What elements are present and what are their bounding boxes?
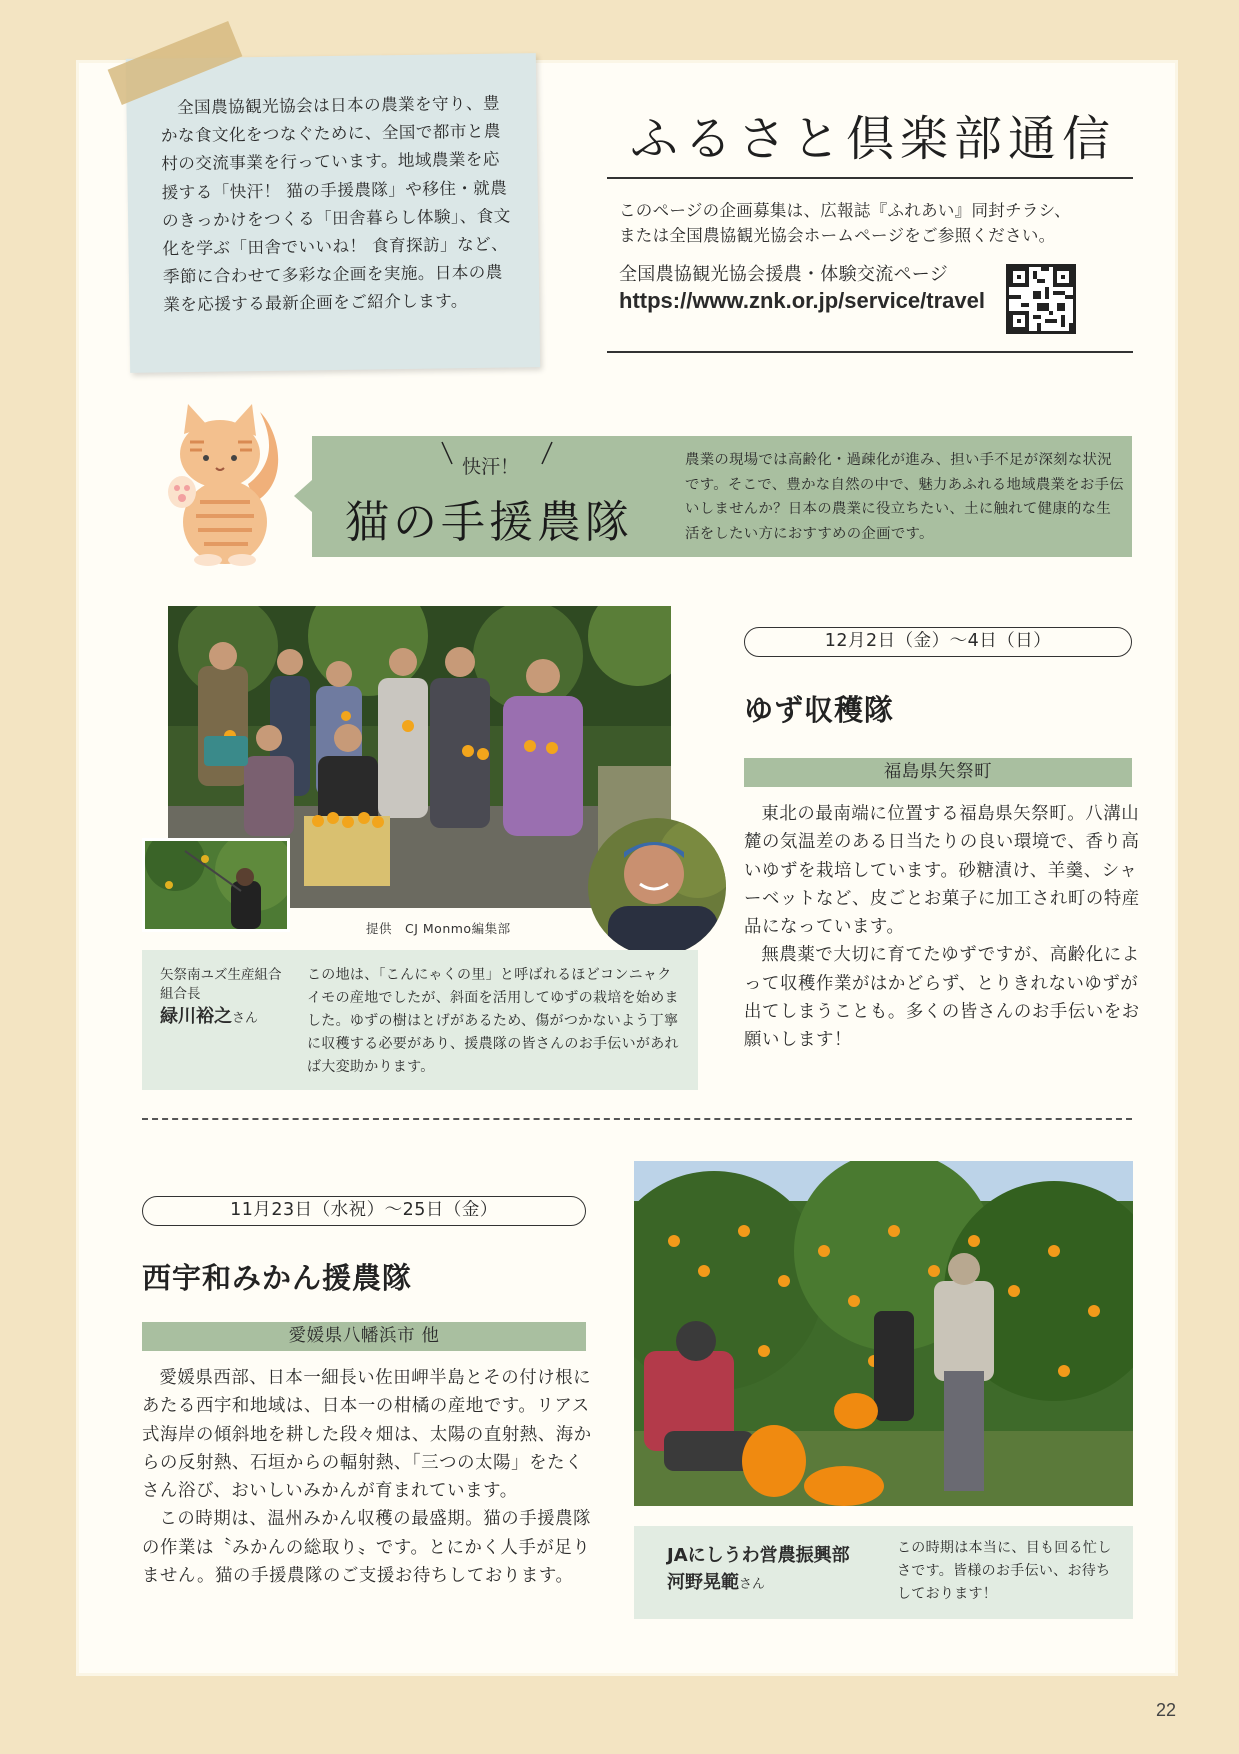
section-divider (142, 1118, 1132, 1120)
event-description (142, 1364, 598, 1590)
yuzu-harvest-inset-photo (142, 838, 290, 932)
event-paragraph-1: 東北の最南端に位置する福島県矢祭町。八溝山麓の気温差のある日当たりの良い環境で、香り高いゆずを栽培しています。砂糖漬け、羊羹、シャーベットなど、皮ごとお菓子に加工され町の特産品になっています。 (744, 804, 1140, 938)
event-paragraph-2: この時期は、温州みかん収穫の最盛期。猫の手援農隊の作業は〝みかんの総取り〟です。とにかく人手が足りません。猫の手援農隊のご支援お待ちしております。 (142, 1509, 592, 1587)
notice-line-1: このページの企画募集は、広報誌『ふれあい』同封チラシ、 (619, 201, 1071, 220)
speaker-org-line-2: 組合長 (160, 986, 201, 1002)
event-paragraph-1: 愛媛県西部、日本一細長い佐田岬半島とその付け根にあたる西宇和地域は、日本一の柑橘の産地です。リアス式海岸の傾斜地を耕した段々畑は、太陽の直射熱、海からの反射熱、石垣からの輻射熱、「三つの太陽」をたくさん浴び、おいしいみかんが育まれています。 (142, 1368, 592, 1502)
intro-note (126, 53, 540, 373)
speaker-suffix: さん (232, 1011, 259, 1026)
section-title: ふるさと倶楽部通信 (630, 111, 1117, 167)
site-url[interactable]: https://www.znk.or.jp/service/travel (619, 288, 985, 313)
banner-pointer (294, 480, 312, 512)
page-number: 22 (1156, 1700, 1177, 1720)
banner-kicker: 快汗！ (462, 456, 520, 478)
event-place: 福島県矢祭町 (744, 758, 1132, 787)
speaker-name-text: 河野晃範 (667, 1572, 739, 1593)
speaker-org: JAにしうわ営農振興部 (667, 1545, 850, 1566)
event-place: 愛媛県八幡浜市 他 (142, 1322, 586, 1351)
event-title: ゆず収穫隊 (744, 693, 895, 727)
speaker-org (160, 966, 282, 1004)
event-title: 西宇和みかん援農隊 (142, 1261, 413, 1295)
cat-illustration-icon (160, 392, 290, 567)
mikan-harvest-photo (634, 1161, 1133, 1506)
banner-description: 農業の現場では高齢化・過疎化が進み、担い手不足が深刻な状況です。そこで、豊かな自然の中で、魅力あふれる地域農業をお手伝いしませんか？日本の農業に役立ちたい、土に触れて健康的な生活をしたい方におすすめの企画です。 (685, 452, 1124, 542)
notice-line-2: または全国農協観光協会ホームページをご参照ください。 (619, 226, 1056, 245)
header-bottom-rule (607, 351, 1133, 353)
notice-text (619, 198, 1139, 248)
speaker-name (667, 1568, 765, 1594)
speaker-name-text: 緑川裕之 (160, 1006, 232, 1027)
speaker-org-line-1: 矢祭南ユズ生産組合 (160, 967, 282, 983)
farmer-portrait-photo (588, 818, 726, 956)
event-date-pill: 11月23日（水祝）～25日（金） (142, 1196, 586, 1226)
speaker-suffix: さん (739, 1577, 766, 1592)
photo-credit: 提供 CJ Monmo編集部 (366, 921, 511, 936)
event-date-pill: 12月2日（金）～4日（日） (744, 627, 1132, 657)
banner-title: 猫の手援農隊 (345, 497, 633, 548)
page-label: 全国農協観光協会援農・体験交流ページ (619, 264, 949, 285)
event-paragraph-2: 無農薬で大切に育てたゆずですが、高齢化によって収穫作業がはかどらず、とりきれないゆずが出てしまうことも。多くの皆さんのお手伝いをお願いします！ (744, 945, 1140, 1051)
speaker-quote: この地は、「こんにゃくの里」と呼ばれるほどコンニャクイモの産地でしたが、斜面を活用してゆずの栽培を始めました。ゆずの樹はとげがあるため、傷がつかないよう丁寧に収穫する必要があり、援農隊の皆さんのお手伝いがあれば大変助かります。 (307, 967, 679, 1075)
event-description (744, 800, 1140, 1055)
speaker-quote: この時期は本当に、目も回る忙しさです。皆様のお手伝い、お待ちしております！ (897, 1540, 1112, 1602)
speaker-name (160, 1002, 258, 1028)
title-underline (607, 177, 1133, 179)
intro-text: 全国農協観光協会は日本の農業を守り、豊かな食文化をつなぐために、全国で都市と農村の交流事業を行っています。地域農業を応援する「快汗！ 猫の手援農隊」や移住・就農のきっかけをつくる「田舎暮らし体験」、食文化を学ぶ「田舎でいいね！ 食育探訪」など、季節に合わせて多彩な企画を実施。日本の農業を応援する最新企画をご紹介します。 (160, 93, 511, 315)
qr-code-icon[interactable] (1006, 264, 1076, 334)
